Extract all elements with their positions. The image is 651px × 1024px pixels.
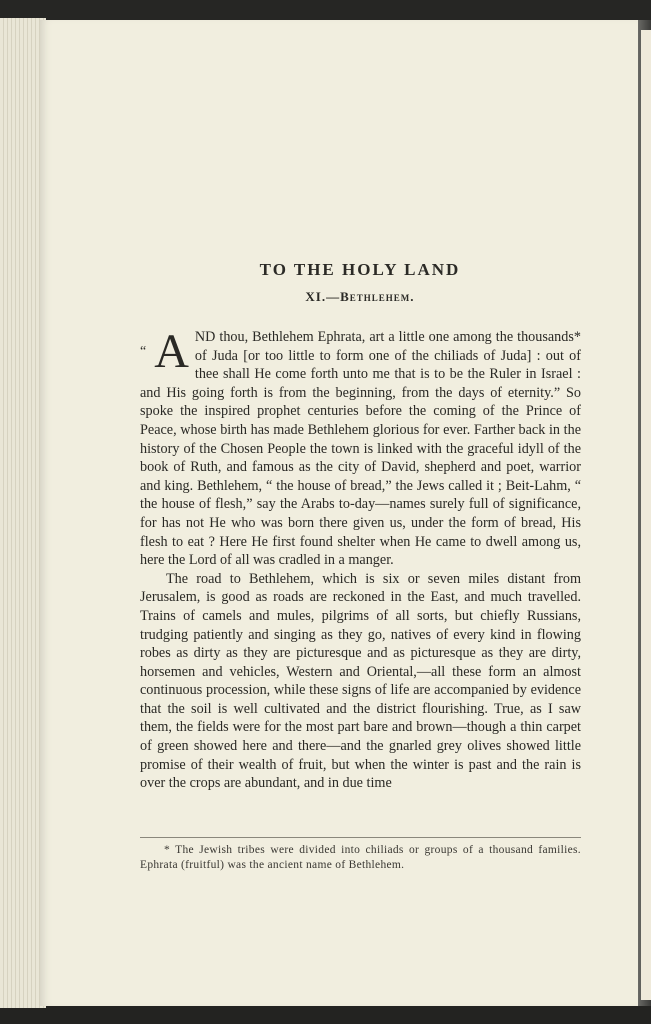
scanner-top-edge: [0, 0, 651, 20]
footnote: * The Jewish tribes were divided into chiliads or groups of a thousand families. Ephrata (fruitful) was the ancient name of Bethlehem.: [140, 844, 581, 871]
body-text: [140, 325, 581, 793]
paragraph-2: The road to Bethlehem, which is six or seven miles distant from Jerusalem, is good as roads are reckoned in the East, and much travelled. Trains of camels and mules, pilgrims of all sorts, but chiefly Russians, trudging patiently and singing as they go, natives of every kind in flowing robes as dirty as they are picturesque and as picturesque as they are dirty, horsemen and vehicles, Western and Oriental,—all these form an almost continuous procession, while these signs of life are accompanied by evidence that the soil is well cultivated and the district flourishing. True, as I saw them, the fields were for the most part bare and brown—though a thin carpet of green showed here and there—and the gnarled grey olives showed little promise of their wealth of fruit, but when the winter is past and the rain is over the crops are abundant, and in due time: [140, 570, 581, 792]
drop-cap: [140, 325, 189, 378]
running-title: TO THE HOLY LAND: [259, 260, 461, 279]
footnote-rule: [140, 837, 581, 838]
drop-cap-letter: A: [154, 325, 189, 378]
paragraph-1: [140, 325, 581, 570]
chapter-number: XI.—: [305, 289, 341, 304]
chapter-heading: [140, 289, 580, 305]
scanner-bottom-edge: [0, 1004, 651, 1024]
facing-page-edge: [641, 30, 651, 1000]
opening-quote: “: [140, 344, 147, 359]
paragraph-1-text: ND thou, Bethlehem Ephrata, art a little one among the thousands* of Juda [or too little to form one of the chiliads of Juda] : out of thee shall He come forth unto me that is to be the Ruler in Israel : and His going forth is from the beginning, from the days of eternity.” So spoke the inspired prophet centuries before the coming of the Prince of Peace, whose birth has made Bethlehem glorious for ever. Farther back in the history of the Chosen People the town is linked with the graceful idyll of the book of Ruth, and famous as the city of David, shepherd and poet, warrior and king. Bethlehem, “ the house of bread,” the Jews called it ; Beit-Lahm, “ the house of flesh,” say the Arabs to-day—names surely full of significance, for has not He who was born there given us, under the form of bread, His flesh to eat ? Here He first found shelter when He came to dwell among us, here the Lord of all was cradled in a manger.: [140, 329, 581, 569]
chapter-name: Bethlehem.: [340, 289, 415, 304]
